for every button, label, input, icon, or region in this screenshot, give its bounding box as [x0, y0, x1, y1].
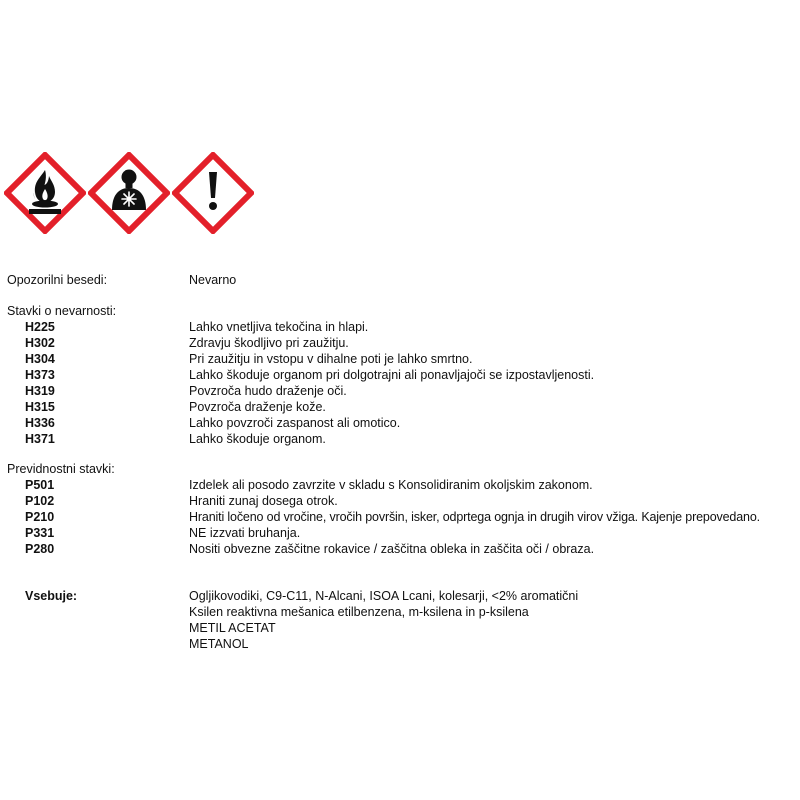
hazard-code: H302 — [25, 336, 55, 350]
precautionary-code: P210 — [25, 510, 55, 524]
hazard-text: Lahko vnetljiva tekočina in hlapi. — [189, 320, 369, 334]
contains-item: METIL ACETAT — [189, 621, 276, 635]
hazard-text: Zdravju škodljivo pri zaužitju. — [189, 336, 349, 350]
hazard-statements-label: Stavki o nevarnosti: — [7, 304, 117, 318]
hazard-text: Lahko škoduje organom pri dolgotrajni ali ponavljajoči se izpostavljenosti. — [189, 368, 595, 382]
hazard-code: H315 — [25, 400, 55, 414]
contains-label: Vsebuje: — [25, 589, 78, 603]
precautionary-text: Nositi obvezne zaščitne rokavice / zaščitna obleka in zaščita oči / obraza. — [189, 542, 595, 556]
precautionary-code: P501 — [25, 478, 55, 492]
health-hazard-icon — [88, 152, 170, 234]
hazard-code: H373 — [25, 368, 55, 382]
hazard-pictograms — [4, 152, 254, 236]
precautionary-text: Hraniti ločeno od vročine, vročih površin, isker, odprtega ognja in drugih virov vžiga. Kajenje prepovedano. — [189, 510, 760, 524]
contains-item: Ogljikovodiki, C9-C11, N-Alcani, ISOA Lcani, kolesarji, <2% aromatični — [189, 589, 579, 603]
precautionary-text: Izdelek ali posodo zavrzite v skladu s Konsolidiranim okoljskim zakonom. — [189, 478, 593, 492]
hazard-text: Lahko škoduje organom. — [189, 432, 326, 446]
contains-item: METANOL — [189, 637, 249, 651]
precautionary-code: P331 — [25, 526, 55, 540]
hazard-code: H371 — [25, 432, 55, 446]
hazard-code: H304 — [25, 352, 55, 366]
precautionary-text: Hraniti zunaj dosega otrok. — [189, 494, 338, 508]
precautionary-code: P102 — [25, 494, 55, 508]
signal-word-label: Opozorilni besedi: — [7, 273, 108, 287]
flame-icon — [4, 152, 86, 234]
hazard-text: Pri zaužitju in vstopu v dihalne poti je lahko smrtno. — [189, 352, 473, 366]
hazard-code: H336 — [25, 416, 55, 430]
precautionary-code: P280 — [25, 542, 55, 556]
contains-item: Ksilen reaktivna mešanica etilbenzena, m-ksilena in p-ksilena — [189, 605, 529, 619]
precautionary-text: NE izzvati bruhanja. — [189, 526, 301, 540]
exclamation-mark-icon — [172, 152, 254, 234]
hazard-text: Lahko povzroči zaspanost ali omotico. — [189, 416, 401, 430]
precautionary-statements-label: Previdnostni stavki: — [7, 462, 115, 476]
hazard-text: Povzroča hudo draženje oči. — [189, 384, 347, 398]
hazard-code: H319 — [25, 384, 55, 398]
signal-word-value: Nevarno — [189, 273, 237, 287]
hazard-code: H225 — [25, 320, 55, 334]
hazard-text: Povzroča draženje kože. — [189, 400, 326, 414]
